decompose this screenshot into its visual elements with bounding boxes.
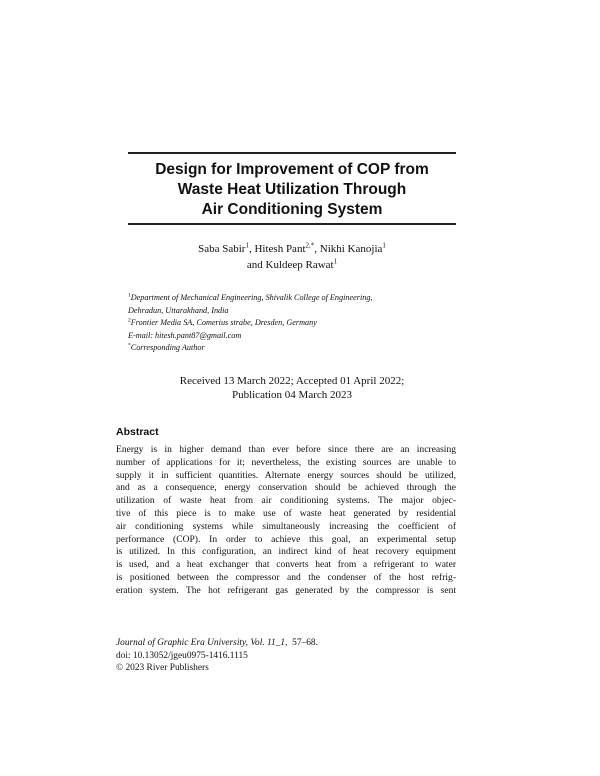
doi-line: doi: 10.13052/jgeu0975-1416.1115 (116, 650, 248, 661)
abstract-line: Energy is in higher demand than ever before since there are an increasing (116, 444, 456, 455)
journal-name: Journal of Graphic Era University, Vol. 11_1, (116, 638, 288, 648)
affiliation-text: Department of Mechanical Engineering, Shivalik College of Engineering, (130, 293, 373, 302)
affiliation-sup: 2 (128, 317, 131, 324)
author-affil-sup: 1 (333, 257, 338, 266)
publication-dates (128, 374, 456, 402)
corresponding-sup: * (128, 342, 131, 349)
journal-citation (116, 637, 456, 650)
affiliation-1-cont (128, 305, 456, 318)
abstract-line: utilization of waste heat from air conditioning systems. The major objec- (116, 495, 456, 507)
author-name: Kuldeep Rawat (265, 259, 334, 271)
author-name: Saba Sabir (198, 243, 246, 255)
abstract-body (116, 444, 456, 598)
authors-line-2 (128, 257, 456, 273)
affiliation-1 (128, 292, 456, 305)
corresponding-text: Corresponding Author (130, 343, 205, 352)
title-line-3: Air Conditioning System (201, 201, 383, 218)
abstract-line: and as a consequence, energy conservation should be achieved through the (116, 482, 456, 494)
dates-line-1: Received 13 March 2022; Accepted 01 April 2022; (179, 375, 405, 387)
abstract-heading: Abstract (116, 426, 159, 438)
author-affil-sup: 1 (245, 241, 249, 250)
author-name: Nikhi Kanojia (319, 243, 383, 255)
abstract-line: supply it in sufficient quantities. Alternate energy sources should be utilized, (116, 469, 456, 481)
affiliation-sup: 1 (128, 292, 131, 299)
authors-line-1: Saba Sabir$^1$, Hitesh Pant$^{2,*}$, Nikhi Kanojia$^1$ (198, 241, 386, 255)
abstract-line: number of applications for it; nevertheless, the existing sources are unable to (116, 456, 456, 468)
author-name: Hitesh Pant (254, 243, 306, 255)
abstract-line: air conditioning systems while simultaneously increasing the coefficient of (116, 520, 456, 532)
author-affil-sup: 2,* (305, 241, 315, 250)
author-conjunction: and (246, 259, 263, 271)
title-bottom-rule (128, 223, 456, 225)
affiliations (128, 292, 456, 355)
affiliation-2 (128, 317, 456, 330)
abstract-line: is utilized. In this configuration, an indirect kind of heat recovery equipment (116, 546, 456, 558)
abstract-line: is positioned between the compressor and the condenser of the host refrig- (116, 571, 456, 583)
title-line-1: Design for Improvement of COP from (155, 161, 429, 178)
abstract-line: is used, and a heat exchanger that converts heat from a refrigerant to water (116, 559, 456, 571)
journal-footer (116, 637, 456, 675)
abstract-line: tive of this piece is to make use of waste heat generated by residential (116, 507, 456, 519)
paper-title (128, 160, 456, 220)
title-line-2: Waste Heat Utilization Through (177, 181, 407, 198)
author-list (128, 241, 456, 273)
title-top-rule (128, 152, 456, 154)
author-affil-sup: 1 (382, 241, 386, 250)
dates-line-2: Publication 04 March 2023 (231, 389, 353, 401)
author-email (128, 330, 456, 343)
copyright-line: © 2023 River Publishers (116, 663, 209, 673)
journal-pages: 57–68. (292, 638, 318, 648)
abstract-line: eration system. The hot refrigerant gas generated by the compressor is sent (116, 584, 456, 596)
email-text: E-mail: hitesh.pant87@gmail.com (128, 330, 242, 340)
affiliation-text: Dehradun, Uttarakhand, India (128, 305, 229, 315)
affiliation-text: Frontier Media SA, Comerius strabe, Dresden, Germany (130, 318, 317, 327)
corresponding-author-note (128, 342, 456, 355)
abstract-line: performance (COP). In order to achieve this goal, an experimental setup (116, 533, 456, 545)
